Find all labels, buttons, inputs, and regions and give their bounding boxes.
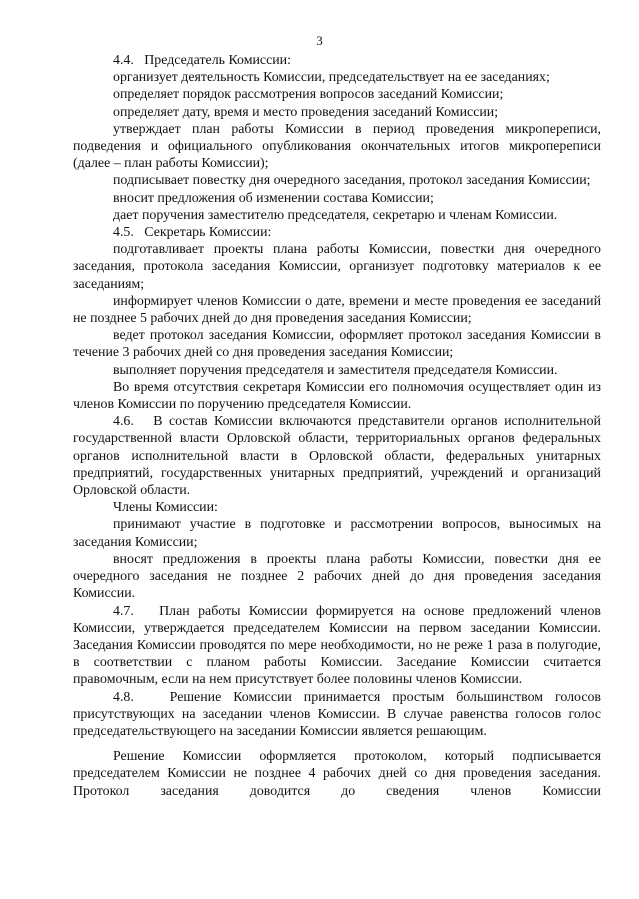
section-4-8: 4.8. Решение Комиссии принимается простым большинством голосов присутствующих на заседании членов Комиссии. В случае равенства голосов голос председательствующего на заседании Комиссии является решающим. xyxy=(73,689,601,739)
paragraph: ведет протокол заседания Комиссии, оформляет протокол заседания Комиссии в течение 3 рабочих дней со дня проведения заседания Комиссии; xyxy=(73,328,601,361)
document-body xyxy=(73,52,601,800)
paragraph: Члены Комиссии: xyxy=(113,500,218,516)
paragraph: дает поручения заместителю председателя, секретарю и членам Комиссии. xyxy=(113,207,558,223)
paragraph: принимают участие в подготовке и рассмотрении вопросов, выносимых на заседания Комиссии; xyxy=(73,517,601,550)
paragraph: определяет порядок рассмотрения вопросов заседаний Комиссии; xyxy=(113,87,504,103)
paragraph: подготавливает проекты плана работы Комиссии, повестки дня очередного заседания, протокола заседания Комиссии, организует подготовку материалов к ее заседаниям; xyxy=(73,242,601,292)
paragraph: подписывает повестку дня очередного заседания, протокол заседания Комиссии; xyxy=(113,173,591,189)
section-4-4-heading: 4.4. Председатель Комиссии: xyxy=(113,53,291,68)
paragraph: организует деятельность Комиссии, председательствует на ее заседаниях; xyxy=(113,70,550,86)
paragraph: вносит предложения об изменении состава Комиссии; xyxy=(113,190,434,206)
paragraph: утверждает план работы Комиссии в период проведения микропереписи, подведения и официального опубликования окончательных итогов микропереписи (далее – план работы Комиссии); xyxy=(73,121,601,172)
paragraph: информирует членов Комиссии о дате, времени и месте проведения ее заседаний не позднее 5 рабочих дней до дня проведения заседания Комиссии; xyxy=(73,293,601,327)
section-4-5-heading: 4.5. Секретарь Комиссии: xyxy=(113,225,272,241)
section-4-7: 4.7. План работы Комиссии формируется на основе предложений членов Комиссии, утверждается председателем Комиссии на первом заседании Комиссии. Заседания Комиссии проводятся по мере необходимости, но не реже 1 раза в полугодие, в соответствии с планом работы Комиссии. Заседание Комиссии считается правомочным, если на нем присутствует более половины членов Комиссии. xyxy=(73,603,601,688)
paragraph: Во время отсутствия секретаря Комиссии его полномочия осуществляет один из членов Комиссии по поручению председателя Комиссии. xyxy=(73,379,601,413)
paragraph: определяет дату, время и место проведения заседаний Комиссии; xyxy=(113,104,499,120)
page-number: 3 xyxy=(316,33,323,48)
paragraph: вносят предложения в проекты плана работы Комиссии, повестки дня ее очередного заседания не позднее 2 рабочих дней до дня проведения заседания Комиссии. xyxy=(73,551,601,602)
paragraph: Решение Комиссии оформляется протоколом, который подписывается председателем Комиссии не позднее 4 рабочих дней со дня проведения заседания. Протокол заседания доводится до сведения членов Комиссии xyxy=(73,749,601,799)
section-4-6: 4.6. В состав Комиссии включаются представители органов исполнительной государственной власти Орловской области, территориальных органов федеральных органов исполнительной власти в Орловской области, федеральных унитарных предприятий, государственных унитарных предприятий, учреждений и организаций Орловской области. xyxy=(73,414,601,499)
paragraph: выполняет поручения председателя и заместителя председателя Комиссии. xyxy=(113,362,558,378)
